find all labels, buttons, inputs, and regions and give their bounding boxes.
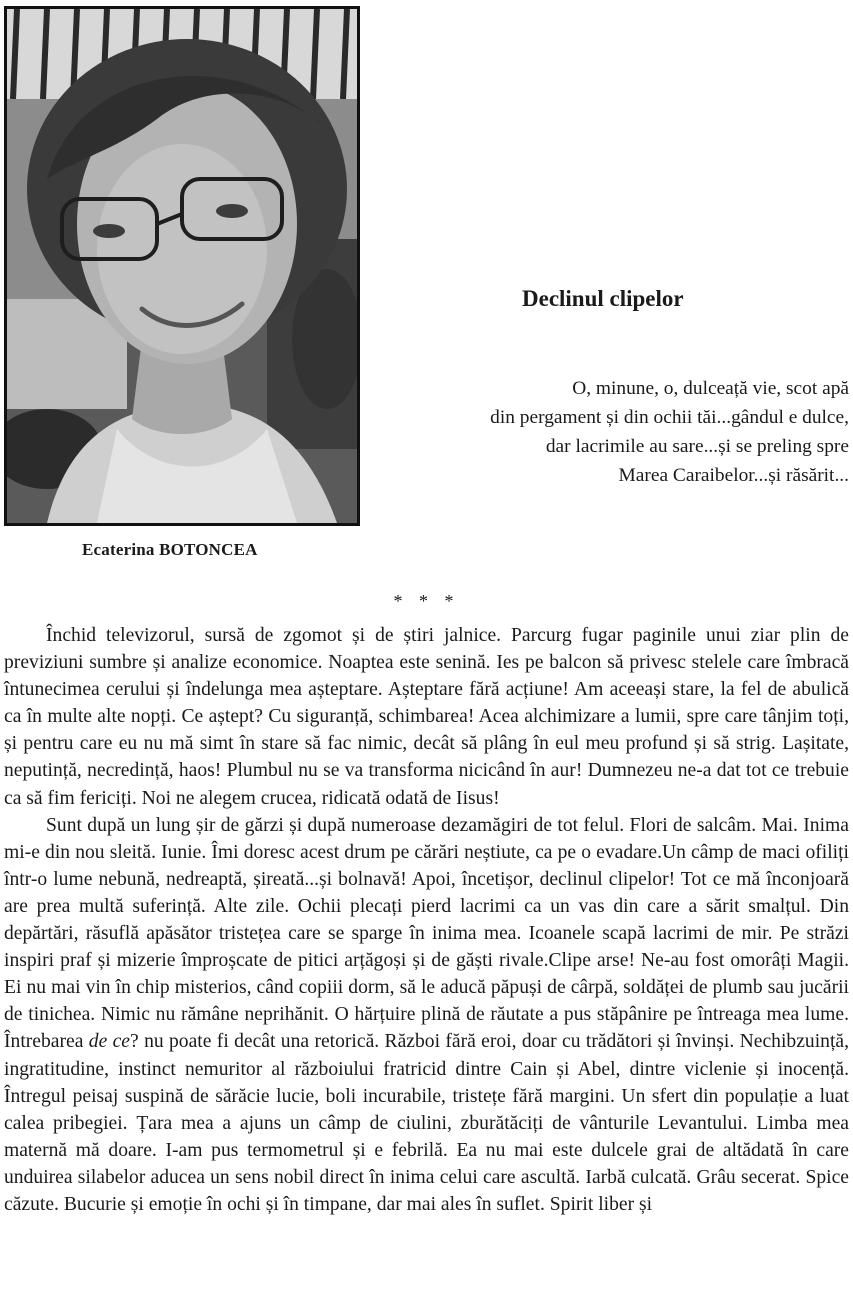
- author-portrait-photo: [4, 6, 360, 526]
- poem-line: din pergament și din ochii tăi...gândul e dulce,: [490, 407, 849, 428]
- poem-line: dar lacrimile au sare...și se preling spre: [545, 436, 849, 457]
- section-separator: * * *: [393, 591, 460, 611]
- portrait-illustration: [7, 9, 357, 523]
- paragraph-text: Sunt după un lung șir de gărzi și după numeroase dezamăgiri de tot felul. Flori de salcâm. Mai. Inima mi-e din nou sleită. Iunie. Îmi doresc acest drum pe cărări neștiute, ca pe o evadare.Un câmp de maci ofiliți într-o lume nebună, nedreaptă, șireată...și bolnavă! Apoi, încetișor, declinul clipelor! Tot ce mă înconjoară are prea multă suferință. Alte zile. Ochii plecați pierd lacrimi ca un vas din care a sărit smalțul. Din depărtări, răsuflă apăsător tristețea care se sparge în inima mea. Icoanele scapă lacrimi de mir. Pe străzi inspiri praf și mizerie împroșcate de pitici arțăgoși și de găști rivale.Clipe arse! Ne-au fost omorâți Magii. Ei nu mai vin în chip misterios, când copiii dorm, să le aducă păpuși de cârpă, soldăței de plumb sau jucării de tinichea. Nimic nu rămâne neprihănit. O hărțuire plină de răutate a pus stăpânire pe întreaga mea lume. Întrebarea: [4, 814, 849, 1053]
- poem-line: O, minune, o, dulceață vie, scot apă: [572, 378, 849, 399]
- poem-line: Marea Caraibelor...și răsărit...: [618, 465, 849, 486]
- paragraph: [4, 812, 849, 1218]
- poem-text: [409, 374, 849, 490]
- prose-body: [4, 622, 849, 1218]
- italic-phrase: de ce: [88, 1031, 131, 1053]
- paragraph-text: ? nu poate fi decât una retorică. Război fără eroi, doar cu trădători și învinși. Nechibzuință, ingratitudine, instinct nemuritor al războiului fratricid dintre Cain și Abel, dintre viclenie și inocență. Întregul peisaj suspină de sărăcie lucie, boli incurabile, tristețe fără margini. Un sfert din populație a luat calea pribegiei. Țara mea a ajuns un câmp de ciulini, zburătăciți de vânturile Levantului. Limba mea maternă mă doare. I-am pus termometrul și e febrilă. Ea nu mai este dulcele grai de altădată în care unduirea silabelor aducea un sens nobil direct în inima celui care ascultă. Iarbă culcată. Grâu secerat. Spice căzute. Bucurie și emoție în ochi și în timpane, dar mai ales în suflet. Spirit liber și: [4, 1031, 849, 1215]
- author-name: Ecaterina BOTONCEA: [82, 540, 258, 559]
- poem-title: Declinul clipelor: [522, 286, 684, 311]
- paragraph: Închid televizorul, sursă de zgomot și de știri jalnice. Parcurg fugar paginile unui ziar plin de previziuni sumbre și analize economice. Noaptea este senină. Ies pe balcon să privesc stelele care îmbracă întunecimea cerului și îndelunga mea așteptare. Așteptare fără acțiune! Am aceeași stare, la fel de abulică ca în multe alte nopți. Ce aștept? Cu siguranță, schimbarea! Acea alchimizare a lumii, spre care tânjim toți, și pentru care eu nu mă simt în stare să fac nimic, decât să plâng în eul meu profund și să strig. Lașitate, neputință, necredință, haos! Plumbul nu se va transforma nicicând în aur! Dumnezeu ne-a dat tot ce trebuie ca să fim fericiți. Noi ne alegem crucea, ridicată odată de Iisus!: [4, 625, 849, 809]
